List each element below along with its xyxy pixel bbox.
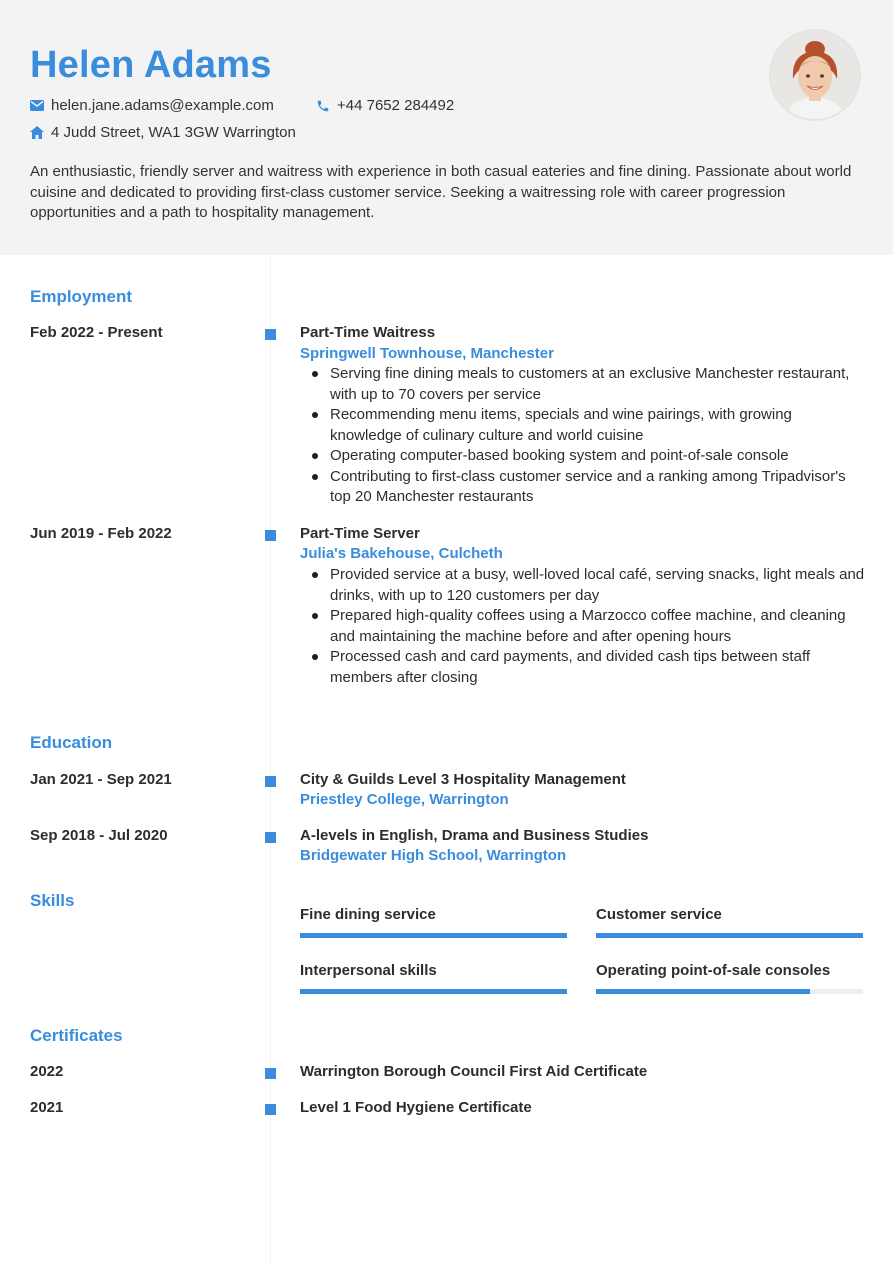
employer-name: Springwell Townhouse, Manchester: [300, 345, 554, 362]
timeline-marker: [265, 530, 276, 541]
home-icon: [30, 126, 44, 139]
email-text: helen.jane.adams@example.com: [51, 97, 274, 114]
skill-level-bar: [300, 989, 567, 994]
skill-item: [596, 906, 863, 938]
profile-photo: [769, 29, 861, 121]
institution-name: Bridgewater High School, Warrington: [300, 847, 567, 864]
skill-label: Operating point-of-sale consoles: [596, 962, 831, 979]
skill-item: [300, 962, 567, 994]
qualification-title: City & Guilds Level 3 Hospitality Management: [300, 771, 626, 788]
qualification-title: A-levels in English, Drama and Business Studies: [300, 827, 649, 844]
list-item: Provided service at a busy, well-loved local café, serving snacks, light meals and drinks, with up to 120 customers per day: [300, 565, 865, 606]
job-title: Part-Time Server: [300, 525, 420, 542]
employer-name: Julia's Bakehouse, Culcheth: [300, 545, 503, 562]
timeline-marker: [265, 776, 276, 787]
skill-label: Customer service: [596, 906, 722, 923]
job-responsibilities: [300, 364, 865, 508]
timeline-marker: [265, 832, 276, 843]
phone-text: +44 7652 284492: [337, 97, 455, 114]
timeline-marker: [265, 329, 276, 340]
avatar-illustration: [771, 31, 859, 119]
list-item: Prepared high-quality coffees using a Marzocco coffee machine, and cleaning and maintaining the machine before and after opening hours: [300, 606, 865, 647]
skill-item: [300, 906, 567, 938]
candidate-name: Helen Adams: [30, 44, 272, 86]
list-item: Recommending menu items, specials and wine pairings, with growing knowledge of culinary culture and world cuisine: [300, 405, 865, 446]
skill-level-bar: [596, 933, 863, 938]
skill-label: Interpersonal skills: [300, 962, 437, 979]
address-text: 4 Judd Street, WA1 3GW Warrington: [51, 124, 296, 141]
address-contact: [30, 124, 296, 141]
job-responsibilities: [300, 565, 865, 688]
education-heading: Education: [30, 733, 113, 752]
resume-header: [0, 0, 893, 255]
job-title: Part-Time Waitress: [300, 324, 436, 341]
certificate-year: 2021: [30, 1099, 64, 1116]
timeline-marker: [265, 1068, 276, 1079]
list-item: Serving fine dining meals to customers at an exclusive Manchester restaurant, with up to 70 covers per service: [300, 364, 865, 405]
skill-level-fill: [300, 933, 567, 938]
education-dates: Jan 2021 - Sep 2021: [30, 771, 172, 788]
education-dates: Sep 2018 - Jul 2020: [30, 827, 168, 844]
email-contact[interactable]: [30, 97, 274, 114]
list-item: Processed cash and card payments, and divided cash tips between staff members after closing: [300, 647, 865, 688]
skill-label: Fine dining service: [300, 906, 436, 923]
phone-icon: [316, 99, 330, 113]
job-dates: Feb 2022 - Present: [30, 324, 163, 341]
skill-item: [596, 962, 863, 994]
profile-summary: An enthusiastic, friendly server and waitress with experience in both casual eateries and fine dining. Passionate about world cuisine and dedicated to providing first-class customer service. Seeking a waitressing role with career progression opportunities and a path to hospitality management.: [30, 163, 852, 221]
skill-level-fill: [300, 989, 567, 994]
certificate-year: 2022: [30, 1063, 64, 1080]
skill-level-fill: [596, 933, 863, 938]
timeline-marker: [265, 1104, 276, 1115]
certificates-heading: Certificates: [30, 1026, 123, 1045]
skill-level-bar: [300, 933, 567, 938]
institution-name: Priestley College, Warrington: [300, 791, 509, 808]
job-dates: Jun 2019 - Feb 2022: [30, 525, 172, 542]
employment-heading: Employment: [30, 287, 133, 306]
email-icon: [30, 100, 44, 111]
skill-level-bar: [596, 989, 863, 994]
certificate-name: Warrington Borough Council First Aid Certificate: [300, 1063, 648, 1080]
skills-heading: Skills: [30, 891, 75, 910]
certificate-name: Level 1 Food Hygiene Certificate: [300, 1099, 532, 1116]
phone-contact[interactable]: [316, 97, 454, 114]
list-item: Contributing to first-class customer service and a ranking among Tripadvisor's top 20 Manchester restaurants: [300, 467, 865, 508]
skill-level-fill: [596, 989, 810, 994]
list-item: Operating computer-based booking system and point-of-sale console: [300, 446, 865, 467]
